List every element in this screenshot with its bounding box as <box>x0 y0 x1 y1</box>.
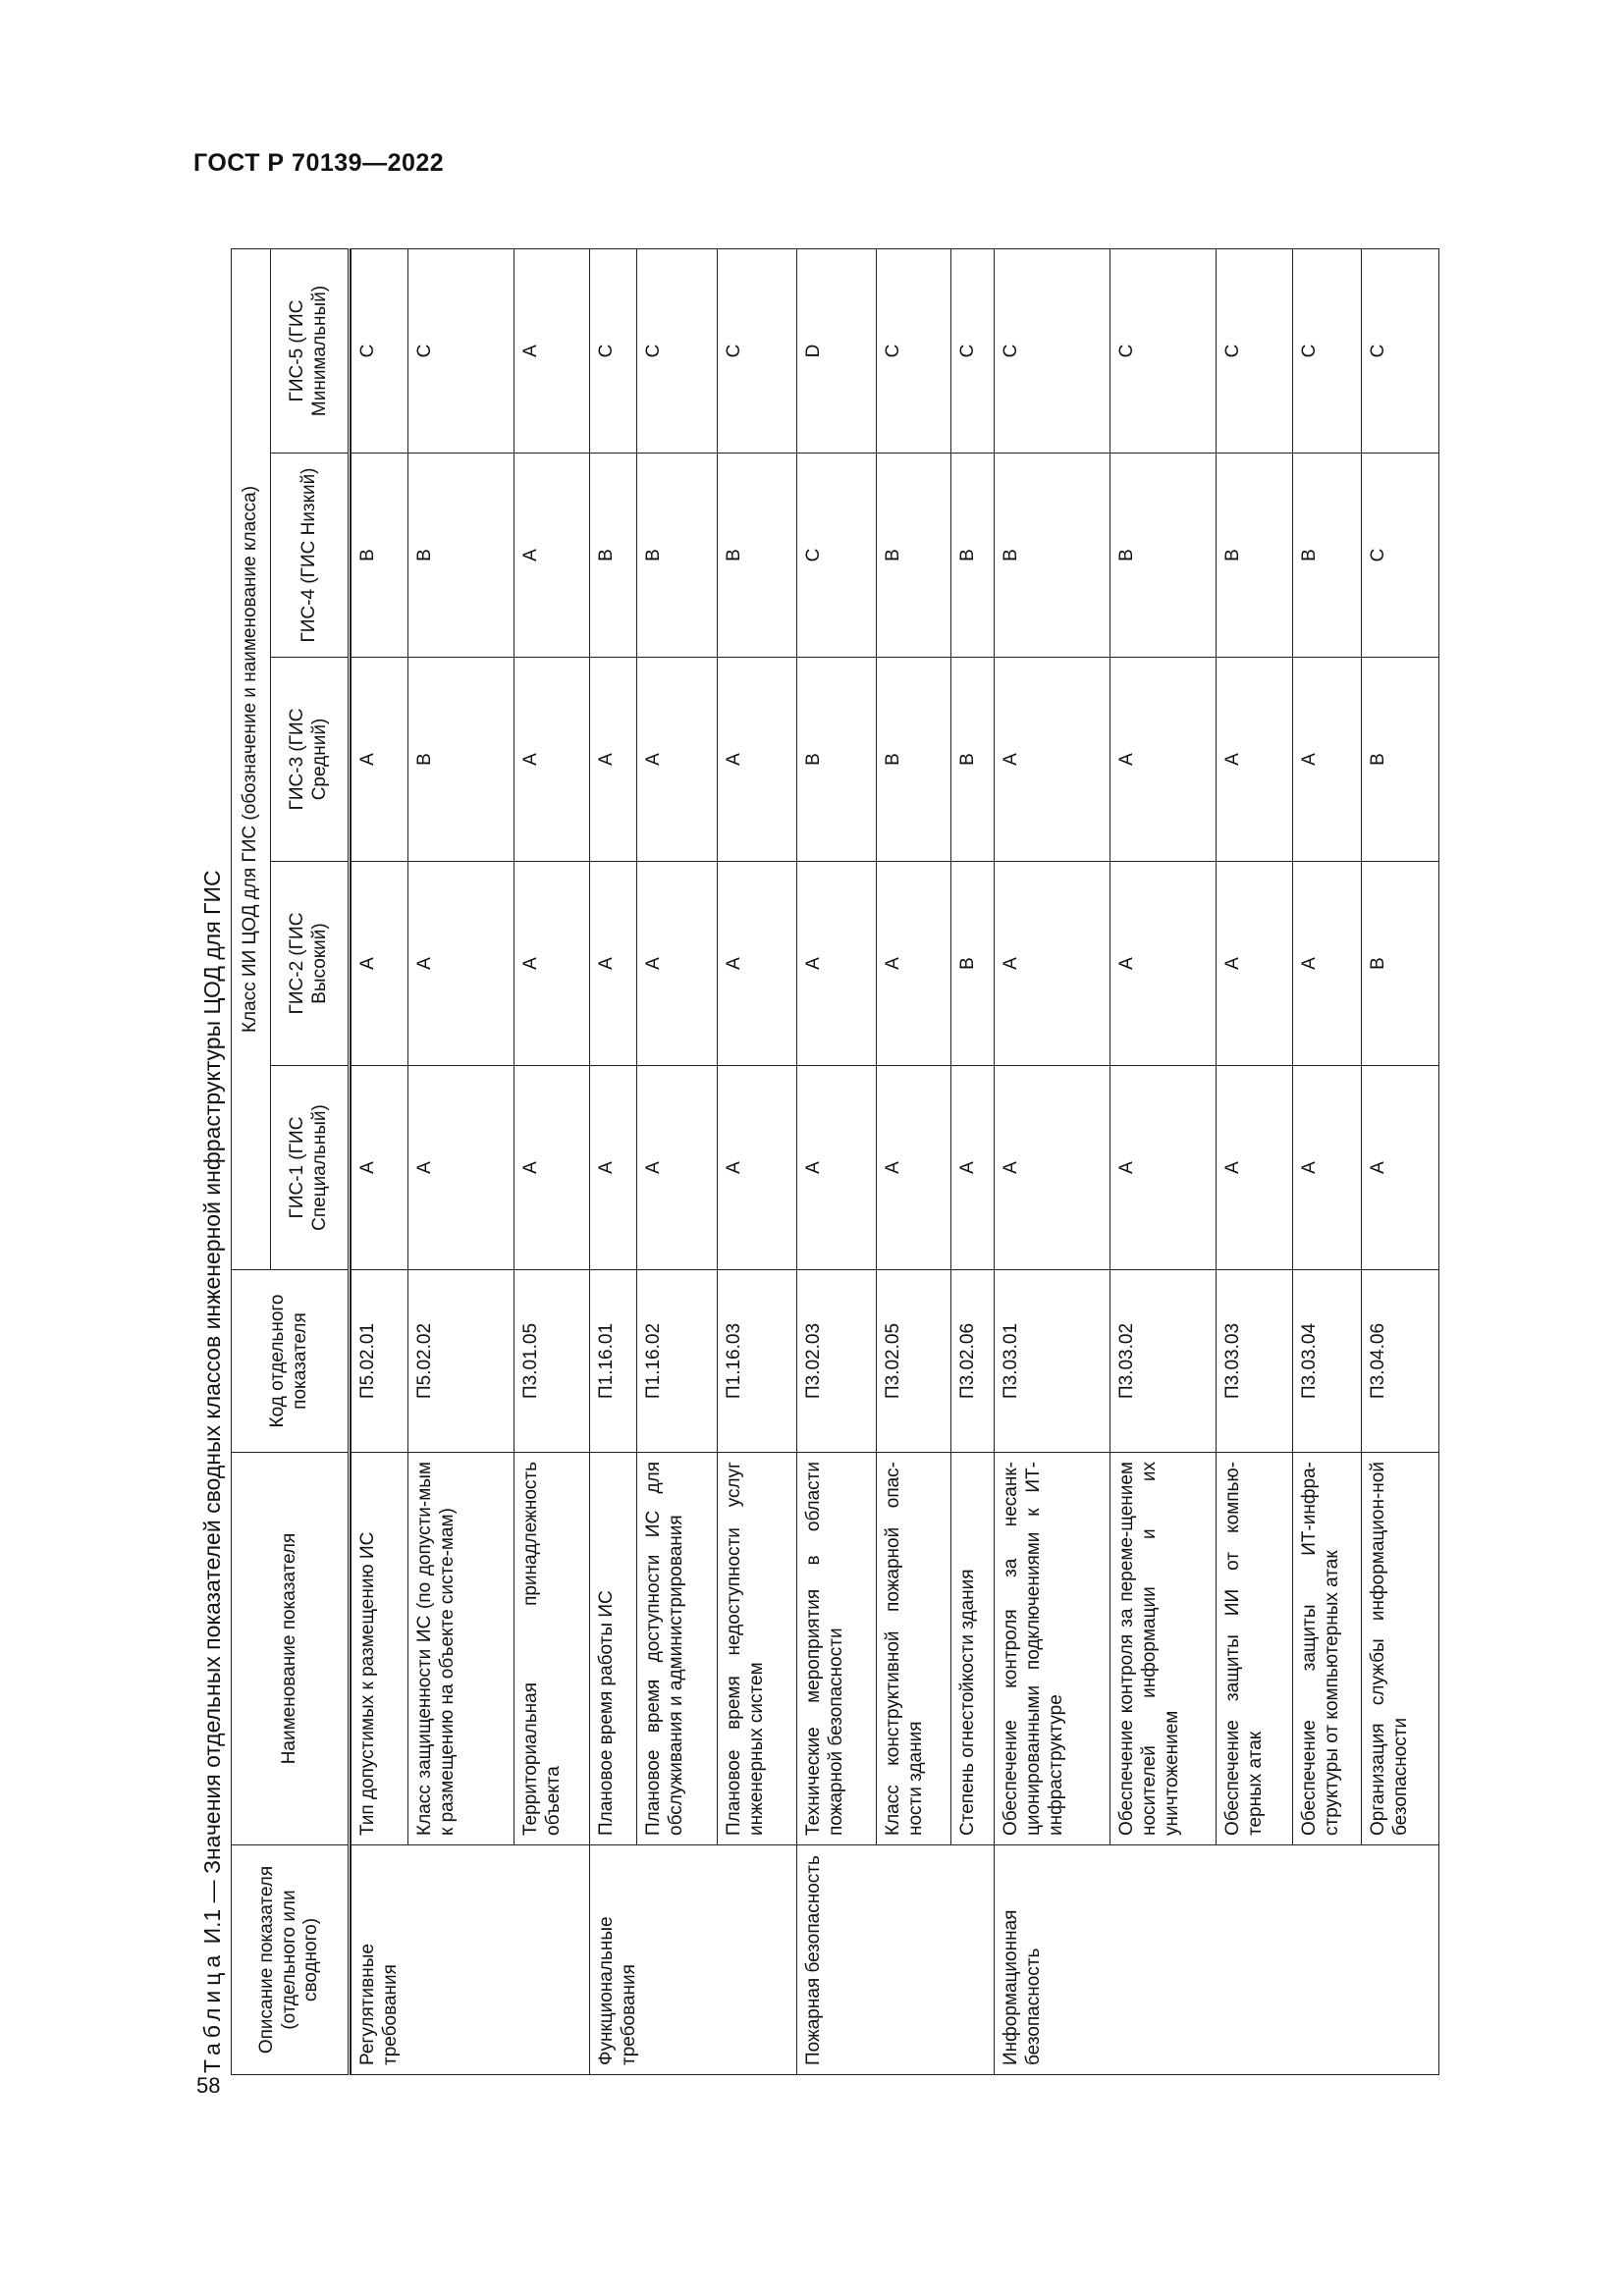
indicator-name: Тип допустимых к размещению ИС <box>352 1453 408 1845</box>
class-value: А <box>1110 658 1217 862</box>
class-value: С <box>718 248 797 453</box>
class-value: А <box>637 1066 718 1270</box>
indicator-name: Плановое время недоступности услуг инженерных систем <box>718 1453 797 1845</box>
class-value: А <box>1217 658 1293 862</box>
table-row <box>877 248 951 2074</box>
group-label: Функциональные требования <box>590 1845 797 2075</box>
indicator-name: Территориальная принадлежность объекта <box>514 1453 590 1845</box>
col-header-class: ГИС-2 (ГИС Высокий) <box>271 862 350 1066</box>
class-value: В <box>951 454 995 658</box>
col-header-class: ГИС-1 (ГИС Специальный) <box>271 1066 350 1270</box>
class-value: В <box>352 454 408 658</box>
class-value: А <box>408 1066 514 1270</box>
class-value: В <box>590 454 637 658</box>
group-label: Пожарная безопасность <box>797 1845 995 2075</box>
indicator-code: П3.04.06 <box>1362 1270 1439 1453</box>
class-value: С <box>951 248 995 453</box>
class-value: А <box>514 454 590 658</box>
indicator-name: Плановое время доступности ИС для обслуживания и администрирования <box>637 1453 718 1845</box>
class-value: А <box>352 862 408 1066</box>
class-value: А <box>1110 862 1217 1066</box>
class-value: А <box>408 862 514 1066</box>
class-value: В <box>797 658 877 862</box>
group-label: Информационная безопасность <box>995 1845 1439 2075</box>
class-value: В <box>408 454 514 658</box>
col-header-class: ГИС-3 (ГИС Средний) <box>271 658 350 862</box>
class-value: С <box>1217 248 1293 453</box>
indicator-name: Обеспечение контроля за несанк-ционированными подключениями к ИТ-инфраструктуре <box>995 1453 1110 1845</box>
table-row <box>995 248 1110 2074</box>
class-value: В <box>408 658 514 862</box>
table-row <box>1362 248 1439 2074</box>
class-value: В <box>995 454 1110 658</box>
class-value: А <box>590 658 637 862</box>
class-value: В <box>877 658 951 862</box>
indicator-code: П1.16.02 <box>637 1270 718 1453</box>
indicator-code: П3.02.05 <box>877 1270 951 1453</box>
class-value: С <box>797 454 877 658</box>
class-value: С <box>995 248 1110 453</box>
col-header-description: Описание показателя (отдельного или сводного) <box>232 1845 350 2075</box>
class-value: А <box>718 862 797 1066</box>
col-header-class-group: Класс ИИ ЦОД для ГИС (обозначение и наименование класса) <box>232 248 271 1269</box>
col-header-code: Код отдельного показателя <box>232 1270 350 1453</box>
class-value: С <box>352 248 408 453</box>
class-value: С <box>590 248 637 453</box>
indicator-name: Организация службы информацион-ной безопасности <box>1362 1453 1439 1845</box>
class-value: А <box>514 1066 590 1270</box>
indicator-name: Обеспечение контроля за переме-щением носителей информации и их уничтожением <box>1110 1453 1217 1845</box>
page-number: 58 <box>196 2073 221 2098</box>
class-value: В <box>637 454 718 658</box>
table-row <box>1293 248 1362 2074</box>
class-value: А <box>797 1066 877 1270</box>
class-value: С <box>1362 454 1439 658</box>
indicator-code: П3.03.01 <box>995 1270 1110 1453</box>
table-row <box>797 248 877 2074</box>
table-caption-prefix: Таблица <box>199 1949 225 2073</box>
class-value: А <box>590 862 637 1066</box>
class-value: А <box>877 1066 951 1270</box>
class-value: А <box>718 658 797 862</box>
class-value: С <box>877 248 951 453</box>
table-caption-text: И.1 — Значения отдельных показателей сводных классов инженерной инфраструктуры ЦОД для ГИС <box>199 870 225 1945</box>
class-value: А <box>1362 1066 1439 1270</box>
class-value: А <box>637 658 718 862</box>
class-value: А <box>1293 862 1362 1066</box>
class-value: В <box>951 862 995 1066</box>
indicator-name: Класс конструктивной пожарной опас-ности здания <box>877 1453 951 1845</box>
indicator-code: П5.02.02 <box>408 1270 514 1453</box>
class-value: А <box>877 862 951 1066</box>
indicator-code: П5.02.01 <box>352 1270 408 1453</box>
indicator-code: П1.16.01 <box>590 1270 637 1453</box>
class-value: С <box>408 248 514 453</box>
class-value: С <box>1293 248 1362 453</box>
class-value: В <box>951 658 995 862</box>
indicator-name: Обеспечение защиты ИТ-инфра-структуры от компьютерных атак <box>1293 1453 1362 1845</box>
indicator-code: П3.02.06 <box>951 1270 995 1453</box>
class-value: А <box>995 658 1110 862</box>
class-value: А <box>995 862 1110 1066</box>
indicator-code: П3.01.05 <box>514 1270 590 1453</box>
table-row <box>352 248 408 2074</box>
table-row <box>637 248 718 2074</box>
table-row <box>718 248 797 2074</box>
table-row <box>1217 248 1293 2074</box>
class-value: С <box>1362 248 1439 453</box>
class-value: А <box>637 862 718 1066</box>
table-body <box>352 248 1439 2074</box>
class-value: А <box>1110 1066 1217 1270</box>
table-row <box>408 248 514 2074</box>
class-value: А <box>514 658 590 862</box>
class-value: В <box>1362 658 1439 862</box>
class-value: А <box>1217 862 1293 1066</box>
indicator-code: П3.03.02 <box>1110 1270 1217 1453</box>
indicator-table <box>231 248 1439 2075</box>
class-value: С <box>1110 248 1217 453</box>
class-value: А <box>590 1066 637 1270</box>
indicator-name: Технические мероприятия в области пожарной безопасности <box>797 1453 877 1845</box>
class-value: А <box>514 862 590 1066</box>
class-value: А <box>1293 658 1362 862</box>
class-value: В <box>877 454 951 658</box>
class-value: D <box>797 248 877 453</box>
class-value: С <box>637 248 718 453</box>
class-value: А <box>514 248 590 453</box>
indicator-code: П3.03.04 <box>1293 1270 1362 1453</box>
class-value: А <box>1293 1066 1362 1270</box>
col-header-class: ГИС-4 (ГИС Низкий) <box>271 454 350 658</box>
indicator-name: Обеспечение защиты ИИ от компью-терных атак <box>1217 1453 1293 1845</box>
col-header-name: Наименование показателя <box>232 1453 350 1845</box>
col-header-class: ГИС-5 (ГИС Минимальный) <box>271 248 350 453</box>
table-row <box>514 248 590 2074</box>
rotated-table-block <box>193 249 1411 2075</box>
table-caption <box>193 249 231 2075</box>
indicator-code: П3.02.03 <box>797 1270 877 1453</box>
table-row <box>951 248 995 2074</box>
class-value: В <box>1110 454 1217 658</box>
class-value: А <box>797 862 877 1066</box>
indicator-name: Плановое время работы ИС <box>590 1453 637 1845</box>
class-value: В <box>1293 454 1362 658</box>
class-value: В <box>718 454 797 658</box>
class-value: А <box>352 658 408 862</box>
indicator-code: П1.16.03 <box>718 1270 797 1453</box>
indicator-name: Степень огнестойкости здания <box>951 1453 995 1845</box>
class-value: А <box>718 1066 797 1270</box>
table-row <box>1110 248 1217 2074</box>
class-value: В <box>1362 862 1439 1066</box>
class-value: А <box>951 1066 995 1270</box>
class-value: А <box>995 1066 1110 1270</box>
class-value: А <box>352 1066 408 1270</box>
class-value: В <box>1217 454 1293 658</box>
document-header: ГОСТ Р 70139—2022 <box>193 149 445 177</box>
class-value: А <box>1217 1066 1293 1270</box>
group-label: Регулятивные требования <box>352 1845 590 2075</box>
table-row <box>590 248 637 2074</box>
indicator-name: Класс защищенности ИС (по допусти-мым к размещению на объекте систе-мам) <box>408 1453 514 1845</box>
indicator-code: П3.03.03 <box>1217 1270 1293 1453</box>
